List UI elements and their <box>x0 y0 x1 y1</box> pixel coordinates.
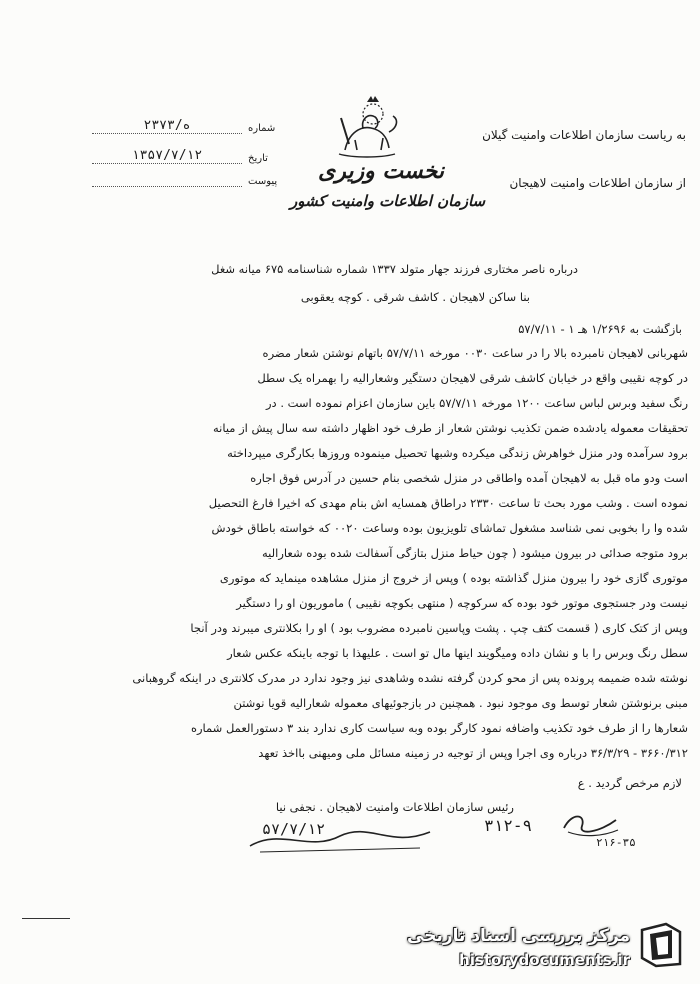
body-line: نیست ودر جستجوی موتور خود بوده که سرکوچه ( منتهی بکوچه نقیبی ) ماموریون او را دستگیر <box>236 596 688 610</box>
divider <box>22 918 70 919</box>
ministry-name: نخست وزیری <box>318 158 444 184</box>
release-order-line: لازم مرخص گردید . ع <box>577 776 682 790</box>
body-line: در کوچه نقیبی واقع در خیابان کاشف شرقی لاهیجان دستگیر وشعارالیه را بهمراه یک سطل <box>257 371 688 385</box>
body-line: نموده است . وشب مورد بحث تا ساعت ۲۳۳۰ دراطاق همسایه اش بنام مهدی که اخیرا فارغ التحصیل <box>208 496 688 510</box>
stamp-date: ۵۷/۷/۱۲ <box>262 820 326 838</box>
letter-date: ۱۳۵۷/۷/۱۲ <box>92 148 242 164</box>
from-line: از سازمان اطلاعات وامنیت لاهیجان <box>509 176 686 190</box>
number-label: شماره <box>248 123 276 134</box>
signature <box>560 808 620 838</box>
number-row <box>92 118 275 134</box>
body-line: شهربانی لاهیجان نامبرده بالا را در ساعت ۰۰۳۰ مورخه ۵۷/۷/۱۱ باتهام نوشتن شعار مضره <box>262 346 688 360</box>
body-line: شده وا را بخوبی نمی شناسد مشغول تماشای تلویزیون بوده وساعت ۰۰۲۰ که خواسته باطاق خودش <box>211 521 688 535</box>
body-line: ۳۶۶۰/۳۱۲ - ۳۶/۳/۲۹ درباره وی اجرا وپس از توجیه در زمینه مسائل ملی ومیهنی بااخذ تعهد <box>258 746 688 760</box>
subject-line-1: درباره ناصر مختاری فرزند جهار متولد ۱۳۳۷ شماره شناسنامه ۶۷۵ میانه شغل <box>211 262 578 276</box>
body-line: سطل رنگ وبرس را با و نشان داده ومیگویند اینها مال تو است . علیهذا با توجه باینکه عکس شعار <box>227 646 688 660</box>
to-line: به ریاست سازمان اطلاعات وامنیت گیلان <box>482 128 686 142</box>
body-line: موتوری گازی خود را بیرون منزل گذاشته بوده ) وپس از خروج از منزل مشاهده مینماید که موتوری <box>219 571 688 585</box>
date-label: تاریخ <box>248 153 268 164</box>
body-line: است ودو ماه قبل به لاهیجان آمده واطاقی در منزل شخصی بنام حسین در آدرس فوق اجاره <box>250 471 688 485</box>
subject-line-2: بنا ساکن لاهیجان . کاشف شرقی . کوچه یعقوبی <box>300 290 530 304</box>
watermark-url: historydocuments.ir <box>459 951 630 969</box>
reference-line: بازگشت به ۱/۲۶۹۶ هـ ۱ - ۵۷/۷/۱۱ <box>518 322 682 336</box>
body-line: مبنی برنوشتن شعار توسط وی موجود نبود . همچنین در بازجوئیهای معموله شعارالیه قویا نوشتن <box>233 696 688 710</box>
body-line: نوشته شده ضمیمه پرونده پس از محو کردن گرفته نشده وشاهدی نیز وجود ندارد در مدرک کلانتری در اینکه گروهبانی <box>132 671 688 685</box>
agency-name: سازمان اطلاعات وامنیت کشور <box>290 192 486 210</box>
watermark-title: مرکز بررسی اسناد تاریخی <box>407 926 630 946</box>
attachment-row <box>92 176 277 187</box>
lion-and-sun-emblem-icon <box>327 92 407 162</box>
date-row <box>92 148 268 164</box>
body-line: رنگ سفید وبرس لباس ساعت ۱۲۰۰ مورخه ۵۷/۷/۱۱ باین سازمان اعزام نموده است . در <box>265 396 688 410</box>
attachment-value <box>92 186 242 187</box>
document-archive-logo-icon <box>636 920 686 970</box>
margin-note-1: ۳۱۲-۹ <box>484 816 533 835</box>
body-line: برود متوجه صدائی در بیرون میشود ( چون حیاط منزل بتازگی آسفالت شده بوده شعارالیه <box>262 546 688 560</box>
signatory-line: رئیس سازمان اطلاعات وامنیت لاهیجان . نجفی نیا <box>275 800 514 814</box>
attachment-label: پیوست <box>248 176 278 187</box>
body-line: تحقیقات معموله یادشده ضمن تکذیب نوشتن شعار از طرف خود اظهار داشته سه سال پیش از میانه <box>212 421 688 435</box>
body-line: وپس از کتک کاری ( قسمت کتف چپ . پشت وپاسین نامبرده مضروب بود ) او را بکلانتری میبرند ودر آنجا <box>190 621 688 635</box>
body-line: برود سرآمده ودر منزل خواهرش زندگی میکرده وشبها تحصیل مینموده وروزها بکارگری میپرداخته <box>227 446 688 460</box>
margin-note-2: ۲۱۶-۳۵ <box>596 836 636 849</box>
body-line: شعارها را از طرف خود تکذیب واضافه نمود کارگر بوده وبه سیاست کاری ندارد بند ۳ دستورالعمل شماره <box>190 721 688 735</box>
letter-number: ۲۳۷۳/ه <box>92 118 242 134</box>
